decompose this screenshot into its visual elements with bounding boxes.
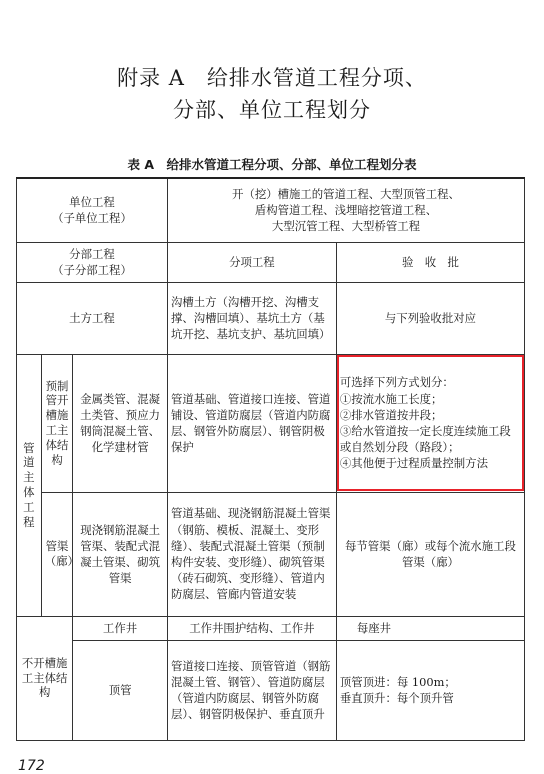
shaft-items: 工作井围护结构、工作井 <box>167 616 336 640</box>
precast-material: 金属类管、混凝土类管、预应力钢筒混凝土管、化学建材管 <box>73 354 168 492</box>
precast-label: 预制管开槽施工主体结构 <box>41 354 73 492</box>
appendix-title-line1: 附录 A 给排水管道工程分项、 <box>117 66 427 90</box>
earthwork-label: 土方工程 <box>17 282 168 354</box>
channel-check: 每节管渠（廊）或每个流水施工段管渠（廊） <box>336 492 524 616</box>
jacking-label: 顶管 <box>73 640 168 740</box>
earthwork-check: 与下列验收批对应 <box>336 282 524 354</box>
table-caption: 表 A 给排水管道工程分项、分部、单位工程划分表 <box>127 157 417 172</box>
channel-items: 管道基础、现浇钢筋混凝土管渠（钢筋、模板、混凝土、变形缝）、装配式混凝土管渠（预制构件安装、变形缝）、砌筑管渠（砖石砌筑、变形缝）、管道内防腐层、管廊内管道安装 <box>167 492 336 616</box>
unit-project-label: 单位工程 （子单位工程） <box>17 178 168 242</box>
table-row <box>17 178 525 242</box>
division-table <box>16 177 525 741</box>
page-number: 172 <box>18 758 45 774</box>
appendix-title-line2: 分部、单位工程划分 <box>173 98 371 122</box>
channel-material: 现浇钢筋混凝土管渠、装配式混凝土管渠、砌筑管渠 <box>73 492 168 616</box>
precast-items: 管道基础、管道接口连接、管道铺设、管道防腐层（管道内防腐层、钢管外防腐层）、钢管阴极保护 <box>167 354 336 492</box>
table-row <box>17 492 525 616</box>
precast-check-highlight: 可选择下列方式划分： ①按流水施工长度； ②排水管道按井段； ③给水管道按一定长度连续施工段或自然划分段（路段）； ④其他便于过程质量控制方法 <box>336 354 524 492</box>
sub-project-label: 分部工程 （子分部工程） <box>17 242 168 282</box>
check-batch-label: 验 收 批 <box>336 242 524 282</box>
jacking-items: 管道接口连接、顶管管道（钢筋混凝土管、钢管）、管道防腐层（管道内防腐层、钢管外防腐层）、钢管阴极保护、垂直顶升 <box>167 640 336 740</box>
unit-project-value: 开（挖）槽施工的管道工程、大型顶管工程、 盾构管道工程、浅埋暗挖管道工程、 大型沉管工程、大型桥管工程 <box>167 178 524 242</box>
table-row <box>17 242 525 282</box>
shaft-label: 工作井 <box>73 616 168 640</box>
table-row <box>17 616 525 640</box>
jacking-check: 顶管顶进：每 100m； 垂直顶升：每个顶升管 <box>336 640 524 740</box>
earthwork-items: 沟槽土方（沟槽开挖、沟槽支撑、沟槽回填）、基坑土方（基坑开挖、基坑支护、基坑回填） <box>167 282 336 354</box>
item-project-label: 分项工程 <box>167 242 336 282</box>
table-row <box>17 640 525 740</box>
main-body-label: 管道主体工程 <box>17 354 42 616</box>
table-row <box>17 354 525 492</box>
shaft-check: 每座井 <box>336 616 524 640</box>
trenchless-label: 不开槽施工主体结构 <box>17 616 73 740</box>
table-row <box>17 282 525 354</box>
channel-label: 管渠（廊） <box>41 492 73 616</box>
